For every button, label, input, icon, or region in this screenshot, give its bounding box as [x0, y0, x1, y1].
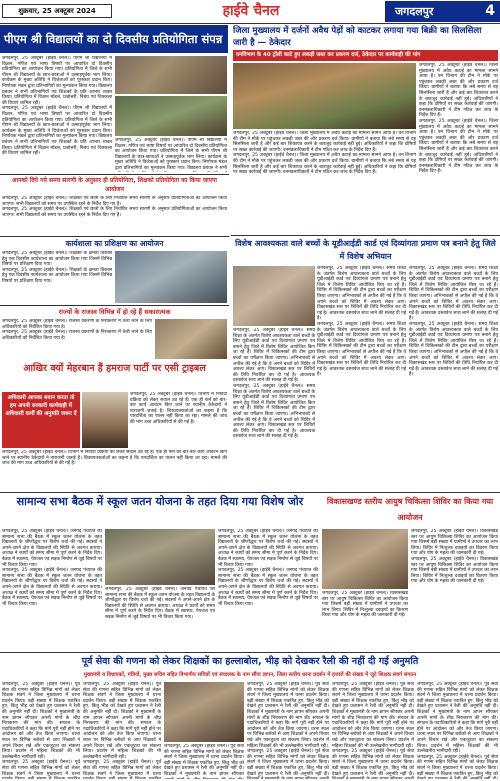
story1-headline: पीएम श्री विद्यालयों का दो दिवसीय प्रतियोगिता संपन्न	[0, 25, 228, 53]
story2-subhead: वनविभाग के 40 ट्रॉली काटे हुए लकड़ी जब्त कर प्रकरण दर्ज, ठेकेदार पर कार्यवाही की मांग	[233, 50, 498, 61]
issue-date: शुक्रवार, 25 अक्टूबर 2024	[2, 4, 112, 18]
story1c-rule	[0, 305, 229, 306]
story1c-photo	[115, 251, 227, 303]
story1b-headline: आपको दिये गये समय सारणी के अनुसार ही प्रतियोगिता, शिक्षको प्रतियोगिता का किया जाएगा आयोजन	[12, 177, 217, 193]
story6-headline: विकासखण्ड स्तरीय आयुष चिकित्सा शिविर का किया गया आयोजन	[326, 497, 494, 522]
story5-photo	[105, 529, 215, 585]
story6-body: जगदलपुर, 25 अक्टूबर (हाईवे चैनल)। विकासखंड स्तर पर आयुष चिकित्सा शिविर का आयोजन किया गया जिसमें बड़ी संख्या में ग्रामीणों ने उपचार का लाभ लिया। शिविर में निःशुल्क दवाइयों का वितरण किया गया और योग के महत्व की जानकारी दी गई। जगदलपुर, 25 अक्टूबर (हाईवे चैनल)। विकासखंड स्तर पर आयुष चिकित्सा शिविर का आयोजन किया गया जिसमें बड़ी संख्या में ग्रामीणों ने उपचार का लाभ लिया। शिविर में निःशुल्क दवाइयों का वितरण किया गया और योग के महत्व की जानकारी दी गई।	[411, 529, 498, 585]
story5-body: जगदलपुर, 25 अक्टूबर (हाईवे चैनल)। जनपद पंचायत की सामान्य सभा की बैठक में स्कूल जतन योजना के तहत विद्यालयों के जीर्णोद्धार पर विशेष चर्चा की गई। सदस्यों ने अपने-अपने क्षेत्र के विद्यालयों की स्थिति से अवगत कराया। अध्यक्ष ने कार्यों को समय सीमा में पूर्ण करने के निर्देश दिए। बैठक में स्वास्थ्य, पेयजल एवं सड़क निर्माण से जुड़े विषयों पर भी विचार किया गया। जगदलपुर, 25 अक्टूबर (हाईवे चैनल)। जनपद पंचायत की सामान्य सभा की बैठक में स्कूल जतन योजना के तहत विद्यालयों के जीर्णोद्धार पर विशेष चर्चा की गई। सदस्यों ने अपने-अपने क्षेत्र के विद्यालयों की स्थिति से अवगत कराया। अध्यक्ष ने कार्यों को समय सीमा में पूर्ण करने के निर्देश दिए। बैठक में स्वास्थ्य, पेयजल एवं सड़क निर्माण से जुड़े विषयों पर भी विचार किया गया।	[2, 529, 102, 607]
mid-rule	[0, 492, 500, 493]
story4-photo	[233, 266, 315, 326]
story3-photo	[82, 392, 128, 448]
story2-photo	[233, 63, 416, 129]
story5-body-2: जगदलपुर, 25 अक्टूबर (हाईवे चैनल)। जनपद पंचायत की सामान्य सभा की बैठक में स्कूल जतन योजना के तहत विद्यालयों के जीर्णोद्धार पर विशेष चर्चा की गई। सदस्यों ने अपने-अपने क्षेत्र के विद्यालयों की स्थिति से अवगत कराया। अध्यक्ष ने कार्यों को समय सीमा में पूर्ण करने के निर्देश दिए। बैठक में स्वास्थ्य, पेयजल एवं सड़क निर्माण से जुड़े विषयों पर भी विचार किया गया।	[105, 587, 215, 620]
city-name: जगदलपुर	[395, 5, 434, 18]
story1-photo-1	[115, 56, 227, 94]
story6-body-2: जगदलपुर, 25 अक्टूबर (हाईवे चैनल)। विकासखंड स्तर पर आयुष चिकित्सा शिविर का आयोजन किया गया जिसमें बड़ी संख्या में ग्रामीणों ने उपचार का लाभ लिया। शिविर में निःशुल्क दवाइयों का वितरण किया गया और योग के महत्व की जानकारी दी गई।	[322, 591, 408, 619]
story1d-headline: राज्यों के राजस्व विभिन्न में हो रहे हैं सकारात्मक	[58, 308, 171, 316]
story1-body-2: जगदलपुर, 25 अक्टूबर (हाईवे चैनल)। पीएम श्री विद्यालयों में विज्ञान, गणित एवं भाषा विषयों पर आधारित दो दिवसीय प्रतियोगिता का आयोजन किया गया। प्रतियोगिता में जिले के सभी पीएम श्री विद्यालयों के छात्र-छात्राओं ने उत्साहपूर्वक भाग लिया। कार्यक्रम के मुख्य अतिथि ने विजेताओं को पुरस्कार प्रदान किए। निर्णायक मंडल द्वारा प्रतिभागियों का मूल्यांकन किया गया। विद्यालय प्रबंधन ने सभी	[115, 138, 227, 171]
story7-body-2: जगदलपुर, 25 अक्टूबर (हाईवे चैनल)। पूर्व सेवा की गणना सहित विभिन्न मांगों को लेकर शिक्षक संवर्ग ने जिला मुख्यालय में धरना प्रदर्शन किया। बड़ी संख्या में शिक्षक एकत्रित हुए, किंतु भीड़ को देखते हुए प्रशासन ने रैली की अनुमति नहीं दी। शिक्षकों ने मुख्यमंत्री के नाम ज्ञापन सौंपकर अपनी मांगों के शीघ्र निराकरण की मांग की। संगठन के पदाधिकारियों ने कहा कि मांगें पूरी नहीं होने पर आंदोलन को और तेज किया जाएगा। धरना स्थल पर विभिन्न ब्लॉकों से आए शिक्षकों ने अपने विचार रखे और एकजुटता का संकल्प लिया। प्रदर्शन में महिला शिक्षकों की भी उल्लेखनीय भागीदारी रही। जगदलपुर, 25 अक्टूबर (हाईवे चैनल)। पूर्व सेवा की गणना सहित विभिन्न मांगों को लेकर शिक्षक संवर्ग ने जिला मुख्यालय में धरना	[83, 682, 161, 777]
story2-body: जगदलपुर, 25 अक्टूबर (हाईवे चैनल)। जिला मुख्यालय में अवैध कटाई का मामला सामने आया है। वन विभाग की टीम ने मौके पर पहुंचकर लकड़ी जब्त की और प्रकरण दर्ज किया। ग्रामीणों ने बताया कि लंबे समय से यह सिलसिला जारी है और कई बार शिकायत करने के बावजूद कार्रवाई नहीं हुई। अधिकारियों ने कहा कि दोषियों पर सख्त कार्रवाई की जाएगी। वनमंडलाधिकारी ने टीम गठित कर जांच के निर्देश दिए हैं। जगदलपुर, 25 अक्टूबर (हाईवे चैनल)। जिला मुख्यालय में अवैध कटाई का मामला सामने आया है। वन विभाग की टीम ने मौके पर पहुंचकर लकड़ी जब्त की और प्रकरण दर्ज किया। ग्रामीणों ने बताया कि लंबे समय से यह सिलसिला जारी है और कई बार शिकायत करने के बावजूद कार्रवाई नहीं हुई। अधिकारियों ने कहा कि दोषियों पर सख्त कार्रवाई की जाएगी। वनमंडलाधिकारी ने टीम गठित कर जांच के निर्देश दिए हैं।	[233, 131, 416, 176]
story7-headline: पूर्व सेवा की गणना को लेकर शिक्षकों का हल्लाबोल, भीड़ को देखकर रैली की नहीं दी गई अनुमति	[81, 656, 419, 667]
masthead	[0, 0, 500, 22]
story7-body-4: जगदलपुर, 25 अक्टूबर (हाईवे चैनल)। पूर्व सेवा की गणना सहित विभिन्न मांगों को लेकर शिक्षक संवर्ग ने जिला मुख्यालय में धरना प्रदर्शन किया। बड़ी संख्या में शिक्षक एकत्रित हुए, किंतु भीड़ को देखते हुए प्रशासन ने रैली की अनुमति नहीं दी। शिक्षकों ने मुख्यमंत्री के नाम ज्ञापन सौंपकर अपनी मांगों के शीघ्र निराकरण की मांग की। संगठन के पदाधिकारियों ने कहा कि मांगें पूरी नहीं होने पर आंदोलन को और तेज किया जाएगा। धरना स्थल पर विभिन्न ब्लॉकों से आए शिक्षकों ने अपने विचार रखे और एकजुटता का संकल्प लिया। प्रदर्शन में महिला शिक्षकों की भी उल्लेखनीय भागीदारी रही। जगदलपुर, 25 अक्टूबर (हाईवे चैनल)। पूर्व सेवा की गणना सहित विभिन्न मांगों को लेकर शिक्षक संवर्ग ने जिला मुख्यालय में धरना प्रदर्शन किया। बड़ी संख्या में शिक्षक एकत्रित हुए, किंतु भीड़ को देखते हुए प्रशासन ने रैली की अनुमति नहीं दी।	[247, 682, 329, 777]
brand-name: हाईवे चैनल	[222, 3, 280, 19]
story1d-photo	[155, 319, 227, 359]
header-rule	[0, 23, 500, 24]
story1c-headline: कार्यशाला का प्रशिक्षण का आयोजन	[65, 239, 164, 248]
story1d-body: जगदलपुर, 25 अक्टूबर (हाईवे चैनल)। राजस्व प्रकरणों के निराकरण में तेजी लाने के लिए अधिकारियों को निर्देशित किया गया है। जगदलपुर, 25 अक्टूबर (हाईवे चैनल)। राजस्व प्रकरणों के निराकरण में तेजी लाने के लिए अधिकारियों को निर्देशित किया गया है।	[2, 319, 152, 341]
story4-body-1: जगदलपुर, 25 अक्टूबर (हाईवे चैनल)। समग्र शिक्षा के अंतर्गत विशेष आवश्यकता वाले बच्चों के लिए यूडीआईडी कार्ड एवं दिव्यांगता प्रमाण पत्र बनाने हेतु जिले में विशेष शिविर आयोजित किए जा रहे हैं। शिविर में चिकित्सकों की टीम द्वारा बच्चों का परीक्षण किया जाएगा। अभिभावकों से अपील की गई है कि वे अपने बच्चों को शिविर में अवश्य लेकर आएं। विकासखंड स्तर पर शिविरों की तिथि निर्धारित कर दी गई है। आवश्यक दस्तावेज साथ लाने की सलाह दी गई है। जगदलपुर, 25 अक्टूबर (हाईवे चैनल)। समग्र शिक्षा के अंतर्गत विशेष आवश्यकता वाले बच्चों के लिए यूडीआईडी कार्ड एवं दिव्यांगता प्रमाण पत्र बनाने हेतु जिले में विशेष शिविर आयोजित किए जा रहे हैं। शिविर में चिकित्सकों की टीम द्वारा बच्चों का परीक्षण किया जाएगा। अभिभावकों से अपील की गई है कि वे अपने बच्चों को शिविर में अवश्य लेकर आएं। विकासखंड स्तर पर शिविरों की तिथि निर्धारित कर दी गई है। आवश्यक दस्तावेज साथ लाने की सलाह दी गई है।	[317, 266, 406, 378]
story7-body-6: जगदलपुर, 25 अक्टूबर (हाईवे चैनल)। पूर्व सेवा की गणना सहित विभिन्न मांगों को लेकर शिक्षक संवर्ग ने जिला मुख्यालय में धरना प्रदर्शन किया। बड़ी संख्या में शिक्षक एकत्रित हुए, किंतु भीड़ को देखते हुए प्रशासन ने रैली की अनुमति नहीं दी। शिक्षकों ने मुख्यमंत्री के नाम ज्ञापन सौंपकर अपनी मांगों के शीघ्र निराकरण की मांग की। संगठन के पदाधिकारियों ने कहा कि मांगें पूरी नहीं होने पर आंदोलन को और तेज किया जाएगा। धरना स्थल पर विभिन्न ब्लॉकों से आए शिक्षकों ने अपने विचार रखे और एकजुटता का संकल्प लिया। प्रदर्शन में महिला शिक्षकों की भी उल्लेखनीय भागीदारी रही। जगदलपुर, 25 अक्टूबर (हाईवे चैनल)। पूर्व सेवा की गणना सहित विभिन्न मांगों को लेकर शिक्षक संवर्ग ने जिला मुख्यालय में धरना प्रदर्शन किया। बड़ी संख्या में शिक्षक एकत्रित हुए, किंतु भीड़ को	[417, 682, 498, 777]
story3-body: जगदलपुर, 25 अक्टूबर (हाईवे चैनल)। विभाग में निविदा प्रक्रिया को लेकर सवाल उठ रहे हैं। एक ही फर्म को बार-बार कार्य आवंटन किए जाने पर स्थानीय ठेकेदारों ने नाराजगी जताई है। शिकायतकर्ताओं का कहना है कि पारदर्शिता का पालन नहीं किया जा रहा। मामले की जांच की मांग उच्च अधिकारियों से की गई है।	[130, 392, 227, 425]
story1c-body: जगदलपुर, 25 अक्टूबर (हाईवे चैनल)। शिक्षकों के क्षमता विकास हेतु एक दिवसीय कार्यशाला का आयोजन किया गया जिसमें विभिन्न विषयों पर प्रशिक्षण दिया गया। जगदलपुर, 25 अक्टूबर (हाईवे चैनल)। शिक्षकों के क्षमता विकास हेतु एक दिवसीय कार्यशाला का आयोजन किया गया जिसमें विभिन्न विषयों पर प्रशिक्षण दिया गया।	[2, 251, 112, 284]
story1-body: जगदलपुर, 25 अक्टूबर (हाईवे चैनल)। पीएम श्री विद्यालयों में विज्ञान, गणित एवं भाषा विषयों पर आधारित दो दिवसीय प्रतियोगिता का आयोजन किया गया। प्रतियोगिता में जिले के सभी पीएम श्री विद्यालयों के छात्र-छात्राओं ने उत्साहपूर्वक भाग लिया। कार्यक्रम के मुख्य अतिथि ने विजेताओं को पुरस्कार प्रदान किए। निर्णायक मंडल द्वारा प्रतिभागियों का मूल्यांकन किया गया। विद्यालय प्रबंधन ने सभी प्रतिभागियों एवं शिक्षकों के प्रति आभार व्यक्त किया। प्रतियोगिता में विज्ञान मॉडल, प्रश्नोत्तरी, निबंध एवं चित्रकला की विधाएं शामिल रहीं। जगदलपुर, 25 अक्टूबर (हाईवे चैनल)। पीएम श्री विद्यालयों में विज्ञान, गणित एवं भाषा विषयों पर आधारित दो दिवसीय प्रतियोगिता का आयोजन किया गया। प्रतियोगिता में जिले के सभी पीएम श्री विद्यालयों के छात्र-छात्राओं ने उत्साहपूर्वक भाग लिया। कार्यक्रम के मुख्य अतिथि ने विजेताओं को पुरस्कार प्रदान किए। निर्णायक मंडल द्वारा प्रतिभागियों का मूल्यांकन किया गया। विद्यालय प्रबंधन ने सभी प्रतिभागियों एवं शिक्षकों के प्रति आभार व्यक्त किया। प्रतियोगिता में विज्ञान मॉडल, प्रश्नोत्तरी, निबंध एवं चित्रकला की विधाएं शामिल रहीं।	[2, 56, 112, 157]
story2-body-right: जगदलपुर, 25 अक्टूबर (हाईवे चैनल)। जिला मुख्यालय में अवैध कटाई का मामला सामने आया है। वन विभाग की टीम ने मौके पर पहुंचकर लकड़ी जब्त की और प्रकरण दर्ज किया। ग्रामीणों ने बताया कि लंबे समय से यह सिलसिला जारी है और कई बार शिकायत करने के बावजूद कार्रवाई नहीं हुई। अधिकारियों ने कहा कि दोषियों पर सख्त कार्रवाई की जाएगी। वनमंडलाधिकारी ने टीम गठित कर जांच के निर्देश दिए हैं। जगदलपुर, 25 अक्टूबर (हाईवे चैनल)। जिला मुख्यालय में अवैध कटाई का मामला सामने आया है। वन विभाग की टीम ने मौके पर पहुंचकर लकड़ी जब्त की और प्रकरण दर्ज किया। ग्रामीणों ने बताया कि लंबे समय से यह सिलसिला जारी है और कई बार शिकायत करने के बावजूद कार्रवाई नहीं हुई। अधिकारियों ने कहा कि दोषियों पर सख्त कार्रवाई की जाएगी। वनमंडलाधिकारी ने टीम गठित कर जांच के निर्देश दिए हैं।	[419, 63, 498, 175]
story2-headline: जिला मुख्यालय में दर्जनों अवैध पेड़ों को काटकर लगाया गया बिक्री का सिलसिला जारी है — ठेकेदार	[233, 26, 482, 48]
story4-body-3: जगदलपुर, 25 अक्टूबर (हाईवे चैनल)। समग्र शिक्षा के अंतर्गत विशेष आवश्यकता वाले बच्चों के लिए यूडीआईडी कार्ड एवं दिव्यांगता प्रमाण पत्र बनाने हेतु जिले में विशेष शिविर आयोजित किए जा रहे हैं। शिविर में चिकित्सकों की टीम द्वारा बच्चों का परीक्षण किया जाएगा। अभिभावकों से अपील की गई है कि वे अपने बच्चों को शिविर में अवश्य लेकर आएं। विकासखंड स्तर पर शिविरों की तिथि निर्धारित कर दी गई है। आवश्यक दस्तावेज साथ लाने की सलाह दी गई है। जगदलपुर, 25 अक्टूबर (हाईवे चैनल)। समग्र शिक्षा के अंतर्गत विशेष आवश्यकता वाले बच्चों के लिए यूडीआईडी कार्ड एवं दिव्यांगता प्रमाण पत्र बनाने हेतु जिले में विशेष शिविर आयोजित किए जा रहे हैं। शिविर में चिकित्सकों की टीम द्वारा बच्चों का परीक्षण किया जाएगा। अभिभावकों से अपील की गई है कि वे अपने बच्चों को शिविर में अवश्य लेकर आएं। विकासखंड स्तर पर शिविरों की तिथि निर्धारित कर दी गई है। आवश्यक दस्तावेज साथ लाने की सलाह दी गई है।	[233, 328, 315, 440]
story6-photo	[322, 529, 408, 589]
story4-headline: विशेष आवश्यकता वाले बच्चों के यूडीआईडी कार्ड एवं दिव्यांगता प्रमाण पत्र बनाने हेतु जिले में विशेष अभियान	[235, 239, 496, 261]
story3-body-2: जगदलपुर, 25 अक्टूबर (हाईवे चैनल)। विभाग में निविदा प्रक्रिया को लेकर सवाल उठ रहे हैं। एक ही फर्म को बार-बार कार्य आवंटन किए जाने पर स्थानीय ठेकेदारों ने नाराजगी जताई है। शिकायतकर्ताओं का कहना है कि पारदर्शिता का पालन नहीं किया जा रहा। मामले की जांच की मांग उच्च अधिकारियों से की गई है।	[2, 450, 227, 467]
story1b-rule	[0, 236, 229, 237]
story7-photo	[164, 682, 244, 742]
story7-body-5: जगदलपुर, 25 अक्टूबर (हाईवे चैनल)। पूर्व सेवा की गणना सहित विभिन्न मांगों को लेकर शिक्षक संवर्ग ने जिला मुख्यालय में धरना प्रदर्शन किया। बड़ी संख्या में शिक्षक एकत्रित हुए, किंतु भीड़ को देखते हुए प्रशासन ने रैली की अनुमति नहीं दी। शिक्षकों ने मुख्यमंत्री के नाम ज्ञापन सौंपकर अपनी मांगों के शीघ्र निराकरण की मांग की। संगठन के पदाधिकारियों ने कहा कि मांगें पूरी नहीं होने पर आंदोलन को और तेज किया जाएगा। धरना स्थल पर विभिन्न ब्लॉकों से आए शिक्षकों ने अपने विचार रखे और एकजुटता का संकल्प लिया। प्रदर्शन में महिला शिक्षकों की भी उल्लेखनीय भागीदारी रही। जगदलपुर, 25 अक्टूबर (हाईवे चैनल)। पूर्व सेवा की गणना सहित विभिन्न मांगों को लेकर शिक्षक संवर्ग ने जिला मुख्यालय में धरना प्रदर्शन किया। बड़ी संख्या में शिक्षक एकत्रित हुए, किंतु भीड़ को देखते हुए प्रशासन ने रैली की अनुमति नहीं दी।	[332, 682, 414, 777]
story7-body-3: जगदलपुर, 25 अक्टूबर (हाईवे चैनल)। पूर्व सेवा की गणना सहित विभिन्न मांगों को लेकर शिक्षक संवर्ग ने जिला मुख्यालय में धरना प्रदर्शन किया। बड़ी संख्या में शिक्षक एकत्रित हुए, किंतु भीड़ को देखते हुए प्रशासन ने रैली की अनुमति नहीं दी। शिक्षकों ने मुख्यमंत्री के नाम ज्ञापन सौंपकर	[164, 744, 244, 777]
story7-subhead: मुख्यमंत्री व विधायकों, मंत्रियों, मुख्य सचिव सहित विभागीय सचिवों एवं संचालक के नाम सौंपा ज्ञापन, जिला स्तरीय धरना प्रदर्शन में हजारों की संख्या में जुटे शिक्षक संवर्ग संगठन	[83, 672, 417, 678]
story1b-body: जगदलपुर, 25 अक्टूबर (हाईवे चैनल)। शिक्षकों एवं छात्रों के लिए निर्धारित समय सारणी के अनुसार प्रतियोगिताओं का आयोजन किया जाएगा। सभी विद्यालयों को समय पर उपस्थित रहने के निर्देश दिए गए हैं। जगदलपुर, 25 अक्टूबर (हाईवे चैनल)। शिक्षकों एवं छात्रों के लिए निर्धारित समय सारणी के अनुसार प्रतियोगिताओं का आयोजन किया जाएगा। सभी विद्यालयों को समय पर उपस्थित रहने के निर्देश दिए गए हैं।	[2, 196, 227, 218]
story7-body-1: जगदलपुर, 25 अक्टूबर (हाईवे चैनल)। पूर्व सेवा की गणना सहित विभिन्न मांगों को लेकर शिक्षक संवर्ग ने जिला मुख्यालय में धरना प्रदर्शन किया। बड़ी संख्या में शिक्षक एकत्रित हुए, किंतु भीड़ को देखते हुए प्रशासन ने रैली की अनुमति नहीं दी। शिक्षकों ने मुख्यमंत्री के नाम ज्ञापन सौंपकर अपनी मांगों के शीघ्र निराकरण की मांग की। संगठन के पदाधिकारियों ने कहा कि मांगें पूरी नहीं होने पर आंदोलन को और तेज किया जाएगा। धरना स्थल पर विभिन्न ब्लॉकों से आए शिक्षकों ने अपने विचार रखे और एकजुटता का संकल्प लिया। प्रदर्शन में महिला शिक्षकों की भी उल्लेखनीय भागीदारी रही। जगदलपुर, 25 अक्टूबर (हाईवे चैनल)। पूर्व सेवा की गणना सहित विभिन्न मांगों को लेकर शिक्षक संवर्ग ने जिला मुख्यालय में धरना	[2, 682, 80, 777]
story2-rule	[231, 235, 500, 236]
lower-rule	[0, 652, 500, 653]
story1-rule	[0, 174, 229, 175]
story1-photo-2	[115, 96, 227, 136]
story3-headline: आखिर क्यों मेहरबान हैं हमराज पार्टी पर एसी ट्राइबल	[23, 363, 206, 374]
page-number: 4	[485, 3, 495, 19]
story4-body-2: जगदलपुर, 25 अक्टूबर (हाईवे चैनल)। समग्र शिक्षा के अंतर्गत विशेष आवश्यकता वाले बच्चों के लिए यूडीआईडी कार्ड एवं दिव्यांगता प्रमाण पत्र बनाने हेतु जिले में विशेष शिविर आयोजित किए जा रहे हैं। शिविर में चिकित्सकों की टीम द्वारा बच्चों का परीक्षण किया जाएगा। अभिभावकों से अपील की गई है कि वे अपने बच्चों को शिविर में अवश्य लेकर आएं। विकासखंड स्तर पर शिविरों की तिथि निर्धारित कर दी गई है। आवश्यक दस्तावेज साथ लाने की सलाह दी गई है। जगदलपुर, 25 अक्टूबर (हाईवे चैनल)। समग्र शिक्षा के अंतर्गत विशेष आवश्यकता वाले बच्चों के लिए यूडीआईडी कार्ड एवं दिव्यांगता प्रमाण पत्र बनाने हेतु जिले में विशेष शिविर आयोजित किए जा रहे हैं। शिविर में चिकित्सकों की टीम द्वारा बच्चों का परीक्षण किया जाएगा। अभिभावकों से अपील की गई है कि वे अपने बच्चों को शिविर में अवश्य लेकर आएं। विकासखंड स्तर पर शिविरों की तिथि निर्धारित कर दी गई है। आवश्यक दस्तावेज साथ लाने की सलाह दी गई है।	[409, 266, 498, 378]
story5-body-3: जगदलपुर, 25 अक्टूबर (हाईवे चैनल)। जनपद पंचायत की सामान्य सभा की बैठक में स्कूल जतन योजना के तहत विद्यालयों के जीर्णोद्धार पर विशेष चर्चा की गई। सदस्यों ने अपने-अपने क्षेत्र के विद्यालयों की स्थिति से अवगत कराया। अध्यक्ष ने कार्यों को समय सीमा में पूर्ण करने के निर्देश दिए। बैठक में स्वास्थ्य, पेयजल एवं सड़क निर्माण से जुड़े विषयों पर भी विचार किया गया। जगदलपुर, 25 अक्टूबर (हाईवे चैनल)। जनपद पंचायत की सामान्य सभा की बैठक में स्कूल जतन योजना के तहत विद्यालयों के जीर्णोद्धार पर विशेष चर्चा की गई। सदस्यों ने अपने-अपने क्षेत्र के विद्यालयों की स्थिति से अवगत कराया। अध्यक्ष ने कार्यों को समय सीमा में पूर्ण करने के निर्देश दिए। बैठक में स्वास्थ्य, पेयजल एवं सड़क निर्माण से जुड़े विषयों पर भी विचार किया गया।	[218, 529, 318, 607]
story5-headline: सामान्य सभा बैठक में स्कूल जतन योजना के तहत दिया गया विशेष जोर	[16, 495, 304, 508]
story3-quote: अधिकारी आपका बयान करता तो हम अपनी सरकारी कार्यवाही में अधिकारी कर्मी की अनुमति जरूर दें	[2, 392, 80, 448]
city-banner	[385, 1, 500, 22]
